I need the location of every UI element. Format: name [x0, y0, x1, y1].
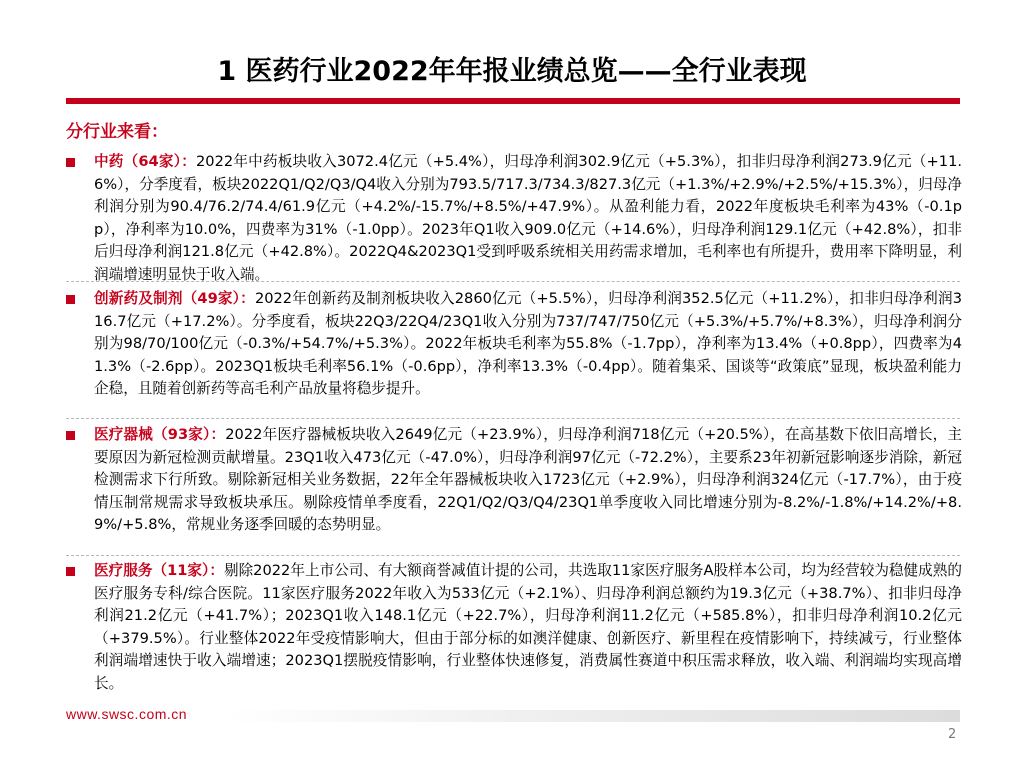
section-medical-services — [66, 560, 962, 695]
section-divider — [66, 418, 960, 419]
section-text: 剔除2022年上市公司、有大额商誉减值计提的公司，共选取11家医疗服务A股样本公司，均为经营较为稳健成熟的医疗服务专科/综合医院。11家医疗服务2022年收入为533亿元（+2.1%）、归母净利润总额约为19.3亿元（+38.7%）、扣非归母净利润21.2亿元（+41.7%）；2023Q1收入148.1亿元（+22.7%），归母净利润11.2亿元（+585.8%），扣非归母净利润10.2亿元（+379.5%）。行业整体2022年受疫情影响大，但由于部分标的如澳洋健康、创新医疗、新里程在疫情影响下，持续减亏，行业整体利润端增速快于收入端增速；2023Q1摆脱疫情影响，行业整体快速修复，消费属性赛道中积压需求释放，收入端、利润端均实现高增长。 — [94, 562, 962, 692]
section-text: 2022年医疗器械板块收入2649亿元（+23.9%），归母净利润718亿元（+20.5%），在高基数下依旧高增长，主要原因为新冠检测贡献增量。23Q1收入473亿元（-47.0%），归母净利润97亿元（-72.2%），主要系23年初新冠影响逐步消除，新冠检测需求下行所致。剔除新冠相关业务数据，22年全年器械板块收入1723亿元（+2.9%），归母净利润324亿元（-17.7%），由于疫情压制常规需求导致板块承压。剔除疫情单季度看，22Q1/Q2/Q3/Q4/23Q1单季度收入同比增速分别为-8.2%/-1.8%/+14.2%/+8.9%/+5.8%，常规业务逐季回暖的态势明显。 — [94, 426, 963, 533]
paragraph — [94, 560, 962, 695]
page-title: 1 医药行业2022年年报业绩总览——全行业表现 — [217, 56, 807, 87]
page-number: 2 — [948, 727, 957, 742]
square-bullet-icon — [66, 567, 75, 576]
section-text: 2022年中药板块收入3072.4亿元（+5.4%），归母净利润302.9亿元（+5.3%），扣非归母净利润273.9亿元（+11.6%），分季度看，板块2022Q1/Q2/Q3/Q4收入分别为793.5/717.3/734.3/827.3亿元（+1.3%/+2.9%/+2.5%/+15.3%），归母净利润分别为90.4/76.2/74.4/61.9亿元（+4.2%/-15.7%/+8.5%/+47.9%）。从盈利能力看，2022年度板块毛利率为43%（-0.1pp），净利率为10.0%，四费率为31%（-1.0pp）。2023年Q1收入909.0亿元（+14.6%），归母净利润129.1亿元（+42.8%），扣非后归母净利润121.8亿元（+42.8%）。2022Q4&2023Q1受到呼吸系统相关用药需求增加，毛利率也有所提升，费用率下降明显，利润端增速明显快于收入端。 — [94, 153, 962, 283]
section-label: 医疗器械（93家）： — [94, 426, 226, 443]
section-tcm — [66, 151, 962, 286]
paragraph — [94, 288, 962, 401]
footer-url: www.swsc.com.cn — [66, 706, 188, 722]
title-underline — [66, 98, 960, 104]
section-innovative-drugs — [66, 288, 962, 401]
square-bullet-icon — [66, 295, 75, 304]
footer-band — [226, 710, 960, 722]
square-bullet-icon — [66, 431, 75, 440]
square-bullet-icon — [66, 158, 75, 167]
section-subheading: 分行业来看： — [66, 122, 168, 142]
section-medical-devices — [66, 424, 962, 537]
section-text: 2022年创新药及制剂板块收入2860亿元（+5.5%），归母净利润352.5亿元（+11.2%），扣非归母净利润316.7亿元（+17.2%）。分季度看，板块22Q3/22Q4/23Q1收入分别为737/747/750亿元（+5.3%/+5.7%/+8.3%），归母净利润分别为98/70/100亿元（-0.3%/+54.7%/+5.3%）。2022年板块毛利率为55.8%（-1.7pp），净利率为13.4%（+0.8pp），四费率为41.3%（-2.6pp）。2023Q1板块毛利率56.1%（-0.6pp），净利率13.3%（-0.4pp）。随着集采、国谈等“政策底”显现，板块盈利能力企稳，且随着创新药等高毛利产品放量将稳步提升。 — [94, 290, 963, 397]
section-label: 创新药及制剂（49家）： — [94, 290, 255, 307]
paragraph — [94, 424, 962, 537]
section-divider — [66, 555, 960, 556]
section-divider — [66, 281, 960, 282]
paragraph — [94, 151, 962, 286]
section-label: 医疗服务（11家）： — [94, 562, 224, 579]
section-label: 中药（64家）： — [94, 153, 197, 170]
